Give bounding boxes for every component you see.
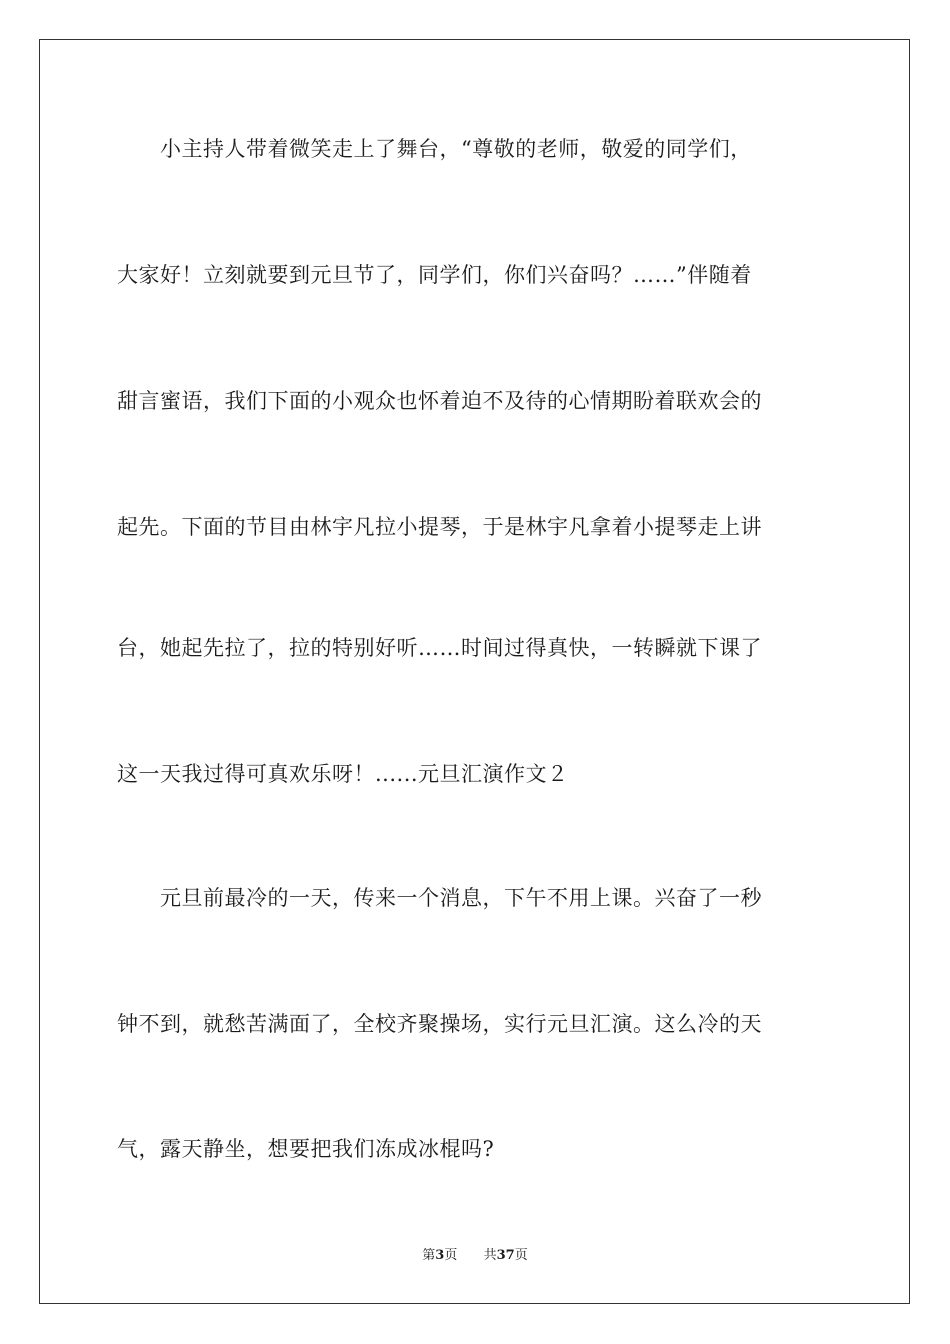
- body-text-line: 气，露天静坐，想要把我们冻成冰棍吗?: [117, 1137, 495, 1161]
- body-text-line: 小主持人带着微笑走上了舞台，“尊敬的老师，敬爱的同学们，: [117, 137, 752, 161]
- page-number: 第3页: [422, 1248, 458, 1263]
- body-text-line: 钟不到，就愁苦满面了，全校齐聚操场，实行元旦汇演。这么冷的天: [117, 1012, 762, 1036]
- page-border: [39, 39, 910, 1304]
- body-text-line: 这一天我过得可真欢乐呀！......元旦汇演作文２: [117, 762, 569, 786]
- body-text-line: 甜言蜜语，我们下面的小观众也怀着迫不及待的心情期盼着联欢会的: [117, 389, 762, 413]
- page-footer: [0, 1247, 950, 1265]
- body-text-line: 起先。下面的节目由林宇凡拉小提琴，于是林宇凡拿着小提琴走上讲: [117, 515, 762, 539]
- body-text-line: 大家好！立刻就要到元旦节了，同学们，你们兴奋吗？……”伴随着: [117, 263, 752, 287]
- page-total: 共37页: [483, 1248, 528, 1263]
- body-text-line: 元旦前最冷的一天，传来一个消息，下午不用上课。兴奋了一秒: [117, 886, 762, 910]
- body-text-line: 台，她起先拉了，拉的特别好听……时间过得真快，一转瞬就下课了: [117, 636, 762, 660]
